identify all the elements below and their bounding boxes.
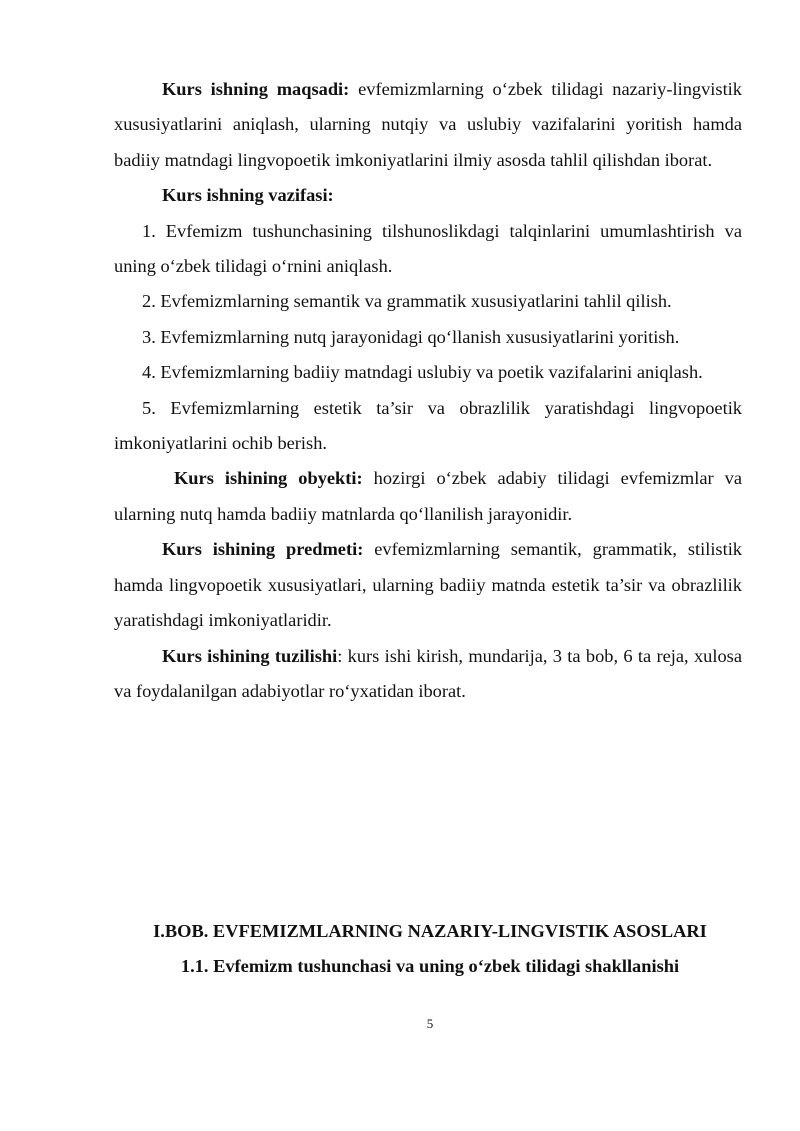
chapter-heading xyxy=(0,914,800,984)
object-paragraph xyxy=(114,461,742,532)
task-item-3: 3. Evfemizmlarning nutq jarayonidagi qo‘llanish xususiyatlarini yoritish. xyxy=(142,326,680,347)
chapter-subtitle: 1.1. Evfemizm tushunchasi va uning o‘zbek tilidagi shakllanishi xyxy=(180,956,680,976)
goal-label: Kurs ishning maqsadi: xyxy=(162,79,350,99)
subject-paragraph xyxy=(114,532,742,638)
object-label: Kurs ishining obyekti: xyxy=(174,468,363,489)
task-item-5: 5. Evfemizmlarning estetik ta’sir va obrazlilik yaratishdagi lingvopoetik imkoniyatlarini ochib berish. xyxy=(114,397,742,454)
chapter-title: I.BOB. EVFEMIZMLARNING NAZARIY-LINGVISTIK ASOSLARI xyxy=(153,921,707,941)
task-item-1: 1. Evfemizm tushunchasining tilshunoslikdagi talqinlarini umumlashtirish va uning o‘zbek tilidagi o‘rnini aniqlash. xyxy=(114,220,742,277)
tasks-label: Kurs ishning vazifasi: xyxy=(162,185,334,206)
task-item-4: 4. Evfemizmlarning badiiy matndagi uslubiy va poetik vazifalarini aniqlash. xyxy=(142,362,703,383)
subject-text: evfemizmlarning semantik, grammatik, stilistik hamda lingvopoetik xususiyatlari, ularning badiiy matnda estetik ta’sir va obrazlilik yaratishdagi imkoniyatlaridir. xyxy=(114,539,743,631)
structure-paragraph xyxy=(114,639,742,710)
structure-text: : kurs ishi kirish, mundarija, 3 ta bob, 6 ta reja, xulosa va foydalanilgan adabiyotlar ro‘yxatidan iborat. xyxy=(114,645,742,701)
structure-label: Kurs ishining tuzilishi xyxy=(162,645,338,666)
page-number: 5 xyxy=(426,1016,434,1031)
goal-paragraph xyxy=(114,72,742,178)
goal-text: evfemizmlarning o‘zbek tilidagi nazariy-lingvistik xususiyatlarini aniqlash, ularning nutqiy va uslubiy vazifalarini yoritish hamda badiiy matndagi lingvopoetik imkoniyatlarini ilmiy asosda tahlil qilishdan iborat. xyxy=(114,79,742,170)
page-body xyxy=(114,72,742,709)
tasks-heading xyxy=(114,178,742,213)
task-item-2: 2. Evfemizmlarning semantik va grammatik xususiyatlarini tahlil qilish. xyxy=(142,291,672,312)
object-text: hozirgi o‘zbek adabiy tilidagi evfemizmlar va ularning nutq hamda badiiy matnlarda qo‘llanilish jarayonidir. xyxy=(114,468,742,524)
subject-label: Kurs ishining predmeti: xyxy=(162,539,364,560)
